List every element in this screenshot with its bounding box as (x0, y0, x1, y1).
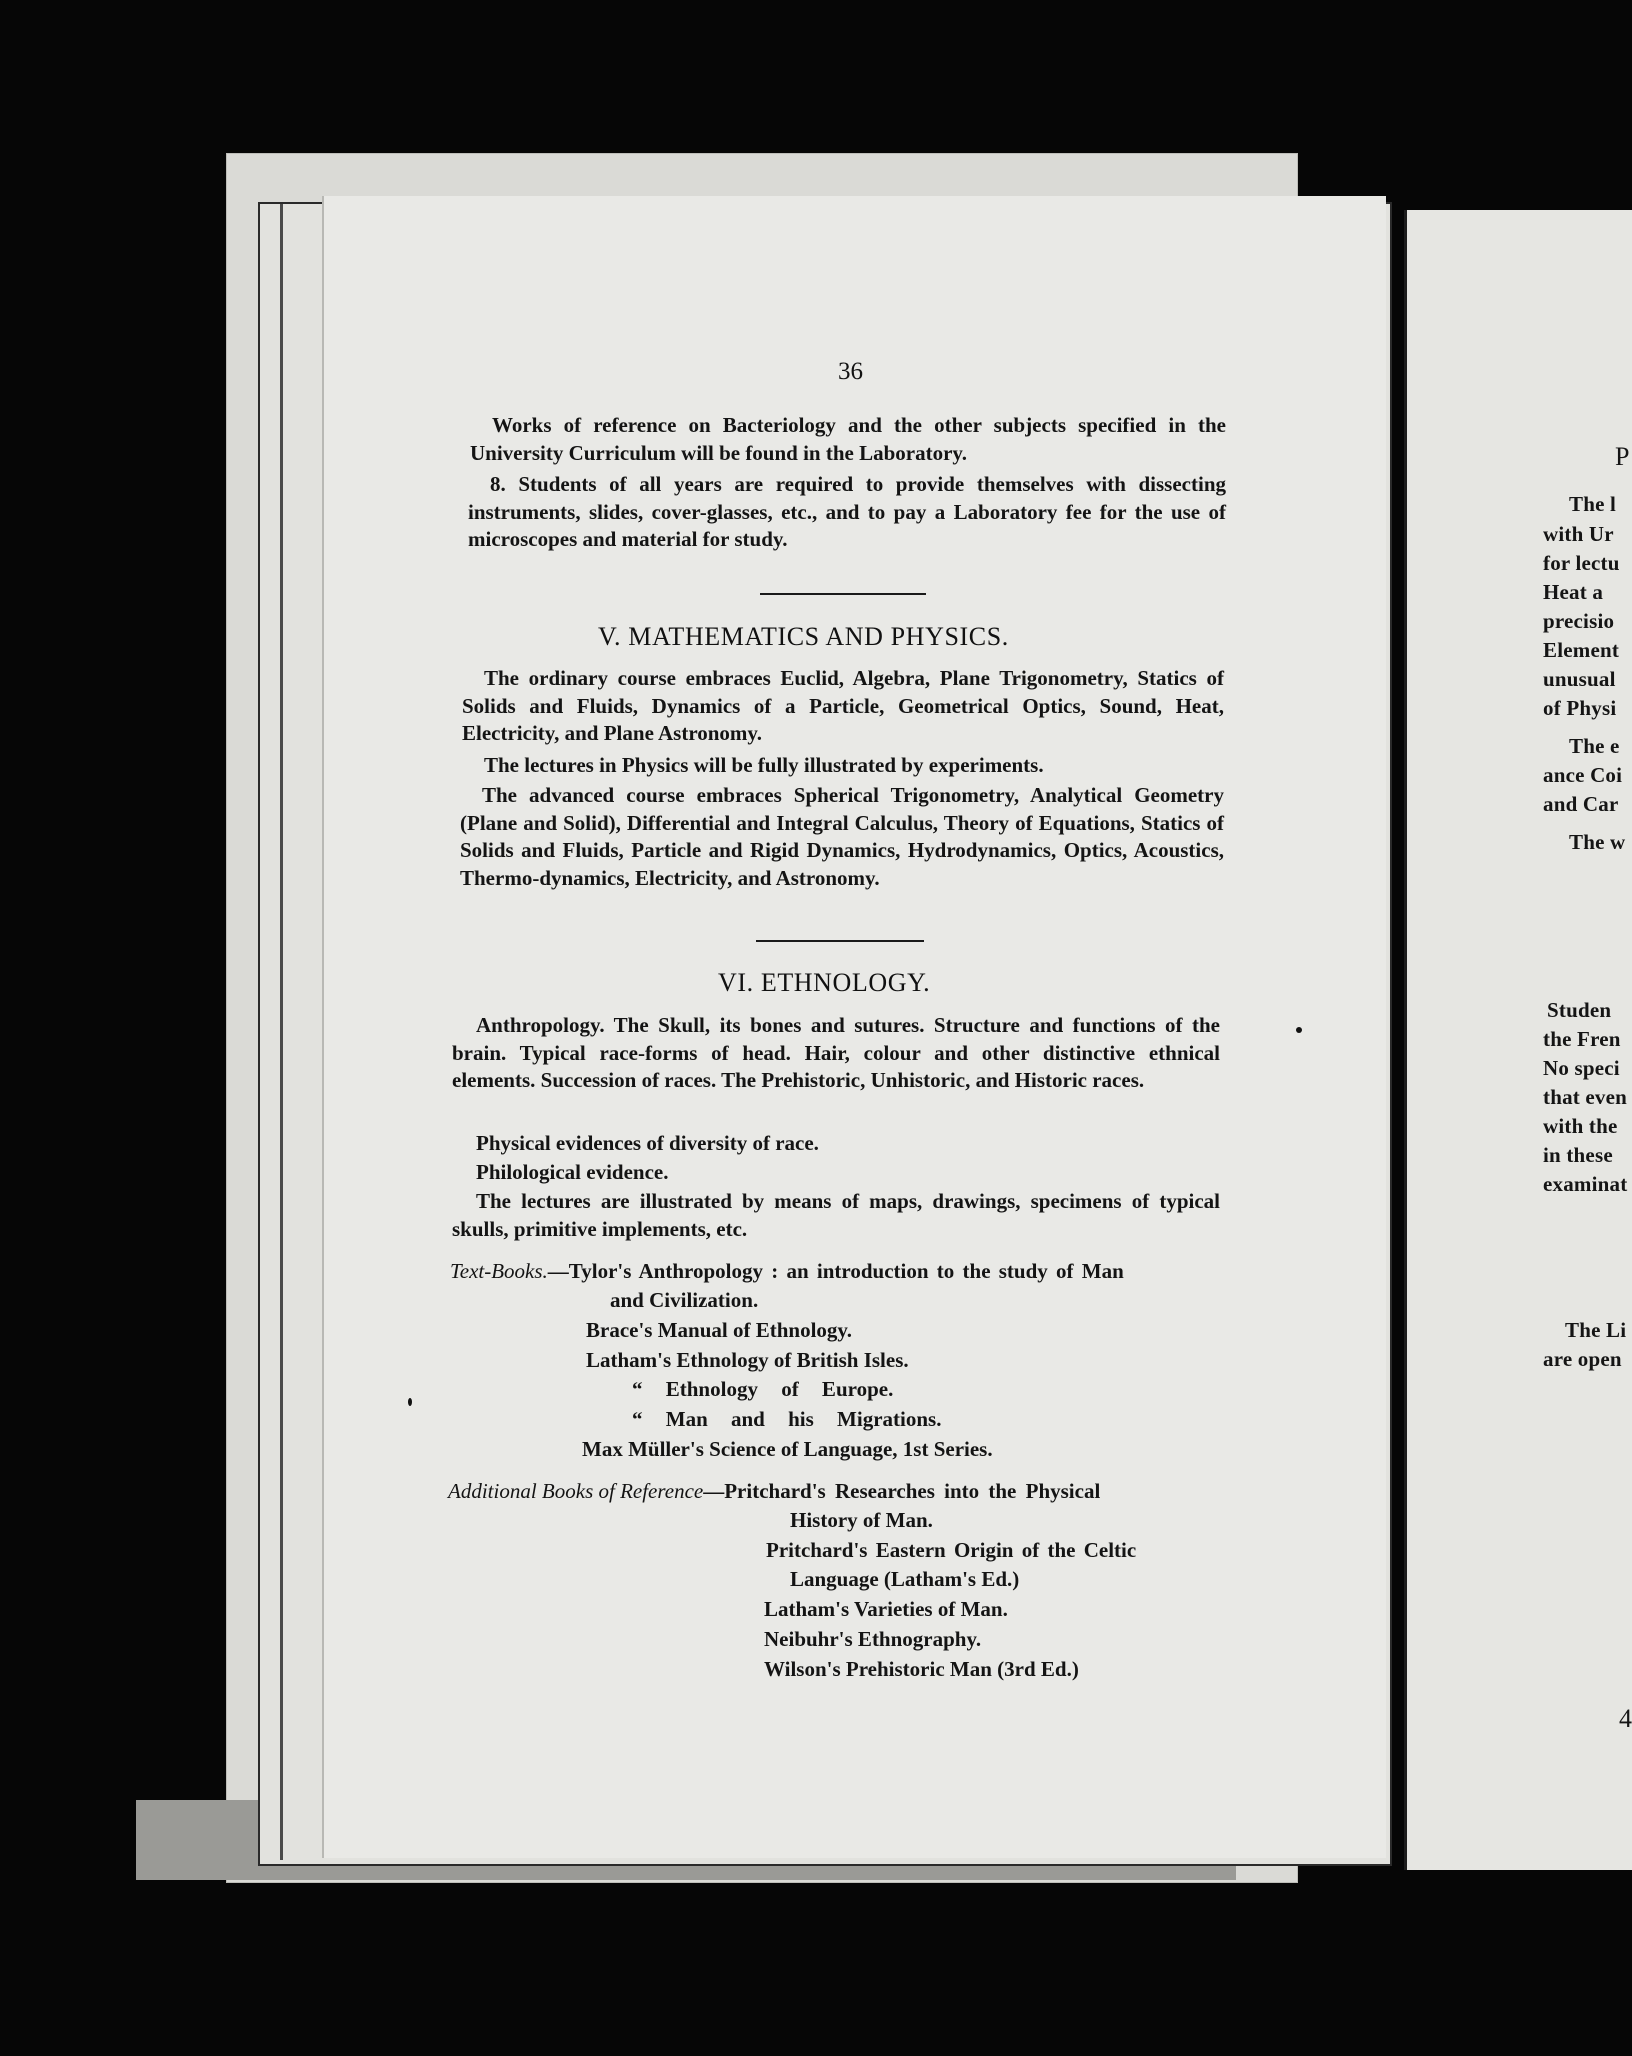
right-fragment: Studen (1547, 998, 1612, 1022)
reference-entry: Wilson's Prehistoric Man (3rd Ed.) (764, 1657, 1079, 1681)
page-number: 36 (838, 358, 863, 385)
textbook-entry: Max Müller's Science of Language, 1st Series. (582, 1437, 993, 1461)
reference-entry: Latham's Varieties of Man. (764, 1597, 1008, 1621)
right-fragment: that even (1543, 1085, 1628, 1109)
ethnology-physical-paragraph: Physical evidences of diversity of race. (476, 1131, 819, 1155)
additional-books-label: Additional Books of Reference (448, 1479, 704, 1503)
textbooks-label: Text-Books. (450, 1259, 548, 1283)
textbook-entry: Latham's Ethnology of British Isles. (586, 1348, 909, 1372)
right-fragment: with Ur (1543, 522, 1614, 546)
reference-entry: —Pritchard's Researches into the Physical (703, 1479, 1101, 1503)
reference-entry: Language (Latham's Ed.) (790, 1567, 1020, 1591)
section-divider (756, 940, 924, 942)
textbook-entry: and Civilization. (610, 1288, 759, 1312)
ink-speck (1296, 1027, 1302, 1033)
textbook-entry: Brace's Manual of Ethnology. (586, 1318, 853, 1342)
ink-speck (408, 1398, 412, 1406)
right-fragment: and Car (1543, 792, 1619, 816)
ethnology-philological-paragraph: Philological evidence. (476, 1160, 669, 1184)
right-fragment: ance Coi (1543, 763, 1623, 787)
reference-entry: Pritchard's Eastern Origin of the Celtic (766, 1538, 1137, 1562)
math-heading: V. MATHEMATICS AND PHYSICS. (598, 622, 1009, 651)
right-fragment: The w (1569, 830, 1626, 854)
right-fragment: the Fren (1543, 1027, 1621, 1051)
right-fragment: precisio (1543, 609, 1615, 633)
reference-entry: History of Man. (790, 1508, 933, 1532)
textbook-entry: —Tylor's Anthropology : an introduction to the study of Man (547, 1259, 1124, 1283)
section-divider (760, 593, 926, 595)
right-fragment: Heat a (1543, 580, 1604, 604)
additional-books-line (448, 1479, 1100, 1504)
math-lectures-paragraph: The lectures in Physics will be fully illustrated by experiments. (484, 753, 1044, 777)
ethnology-anthropology-paragraph: Anthropology. The Skull, its bones and sutures. Structure and functions of the brain. Typical race-forms of head. Hair, colour and other distinctive ethnical elements. Succession of races. The Prehistoric, Unhistoric, and Historic races. (452, 1013, 1220, 1092)
ethnology-heading: VI. ETHNOLOGY. (718, 968, 931, 997)
ethnology-lectures-paragraph: The lectures are illustrated by means of maps, drawings, specimens of typical skulls, primitive implements, etc. (452, 1189, 1220, 1241)
students-paragraph: 8. Students of all years are required to provide themselves with dissecting instruments, slides, cover-glasses, etc., and to pay a Laboratory fee for the use of microscopes and material for study. (468, 472, 1226, 551)
right-fragment: of Physi (1543, 696, 1617, 720)
reference-paragraph: Works of reference on Bacteriology and the other subjects specified in the University Curriculum will be found in the Laboratory. (470, 413, 1226, 465)
textbook-entry: “ Ethnology of Europe. (632, 1377, 894, 1401)
right-fragment: No speci (1543, 1056, 1620, 1080)
textbooks-line (450, 1259, 1124, 1284)
right-fragment: in these (1543, 1143, 1613, 1167)
right-fragment: 4 (1619, 1704, 1632, 1733)
right-fragment: The Li (1565, 1318, 1627, 1342)
math-advanced-paragraph: The advanced course embraces Spherical Trigonometry, Analytical Geometry (Plane and Solid), Differential and Integral Calculus, Theory of Equations, Statics of Solids and Fluids, Particle and Rigid Dynamics, Hydrodynamics, Optics, Acoustics, Thermo-dynamics, Electricity, and Astronomy. (460, 783, 1224, 890)
right-fragment: Element (1543, 638, 1620, 662)
math-ordinary-paragraph: The ordinary course embraces Euclid, Algebra, Plane Trigonometry, Statics of Solids and Fluids, Dynamics of a Particle, Geometrical Optics, Sound, Heat, Electricity, and Plane Astronomy. (462, 666, 1224, 745)
right-fragment: The l (1569, 492, 1617, 516)
right-fragment: with the (1543, 1114, 1618, 1138)
reference-entry: Neibuhr's Ethnography. (764, 1627, 982, 1651)
right-fragment: examinat (1543, 1172, 1628, 1196)
right-fragment: P (1615, 442, 1630, 471)
right-fragment: The e (1569, 734, 1620, 758)
right-fragment: for lectu (1543, 551, 1620, 575)
right-fragment: unusual (1543, 667, 1616, 691)
textbook-entry: “ Man and his Migrations. (632, 1407, 942, 1431)
right-fragment: are open (1543, 1347, 1622, 1371)
